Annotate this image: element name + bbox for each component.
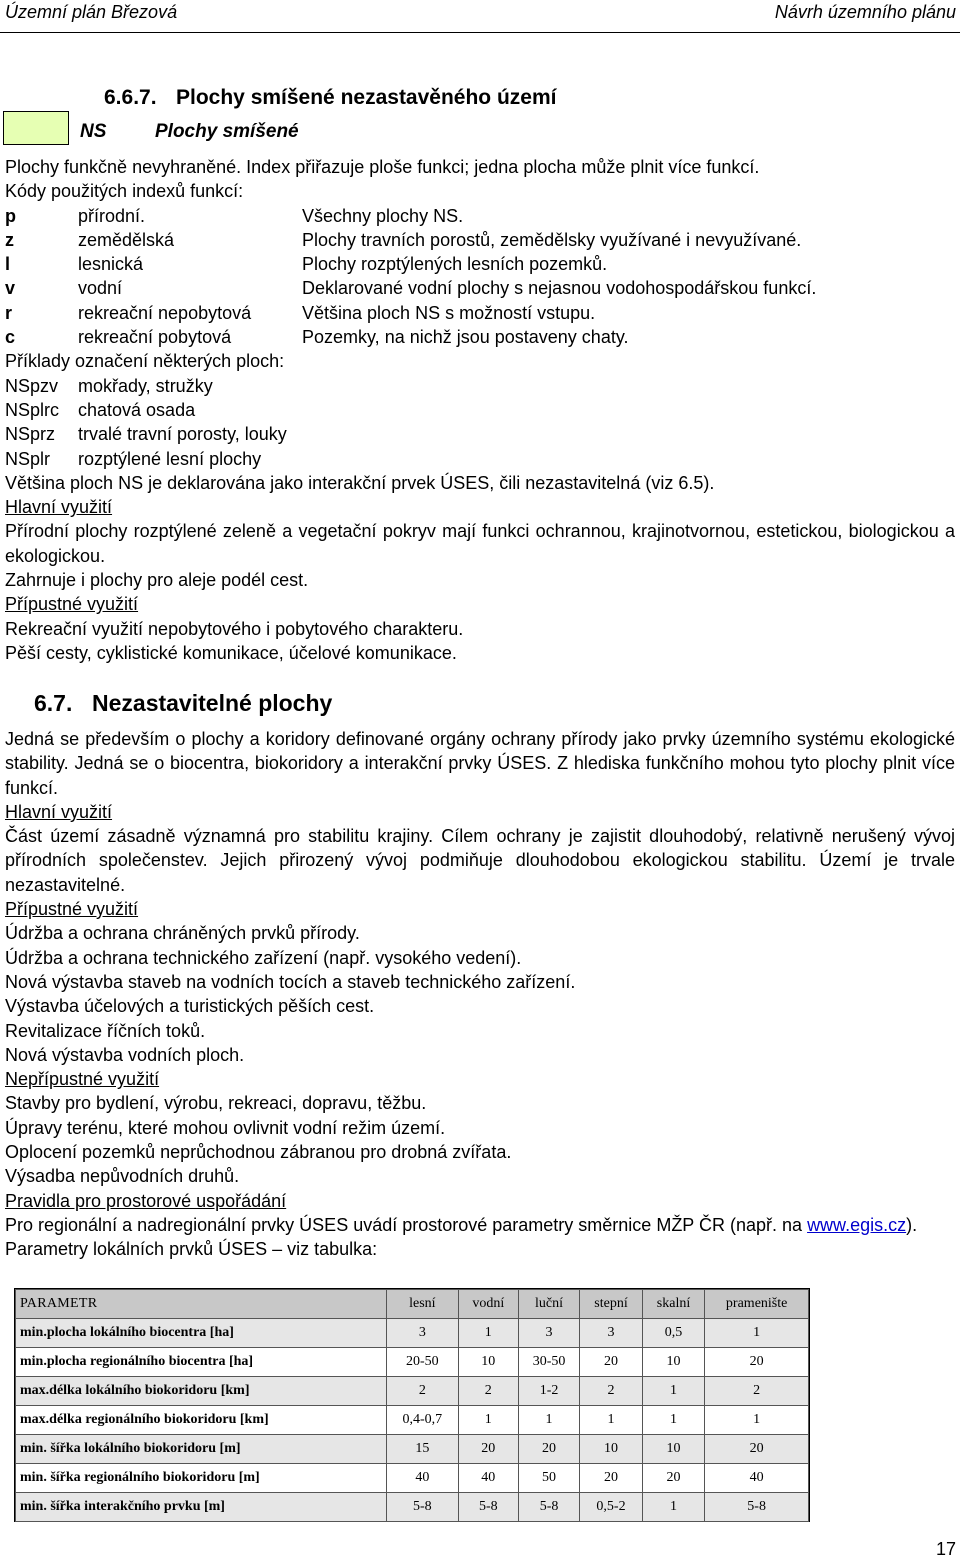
example-row: NSplrc chatová osada	[5, 399, 196, 420]
s67-rules-text: Pro regionální a nadregionální prvky ÚSES uvádí prostorové parametry směrnice MŽP ČR (např. na www.egis.cz).	[5, 1214, 918, 1235]
ns-main-use-text2: Zahrnuje i plochy pro aleje podél cest.	[5, 570, 309, 591]
examples-title: Příklady označení některých ploch:	[5, 351, 285, 372]
code-row: v vodní Deklarované vodní plochy s nejasnou vodohospodářskou funkcí.	[5, 278, 817, 299]
table-header-cell: luční	[518, 1290, 579, 1319]
table-row: max.délka regionálního biokoridoru [km] 0,4-0,7 1 1 1 1 1	[16, 1406, 809, 1435]
code-row: p přírodní. Všechny plochy NS.	[5, 205, 464, 226]
s67-forbidden-item: Úpravy terénu, které mohou ovlivnit vodní režim území.	[5, 1117, 446, 1138]
s67-main-use-title: Hlavní využití	[5, 801, 113, 822]
category-name: Plochy smíšené	[155, 121, 299, 142]
s67-allowed-title: Přípustné využití	[5, 899, 139, 920]
table-header-cell: lesní	[387, 1290, 459, 1319]
header-rule	[0, 32, 960, 33]
ns-allowed-item: Pěší cesty, cyklistické komunikace, účelové komunikace.	[5, 642, 457, 663]
uses-parameters-table	[14, 1288, 810, 1522]
header-left: Územní plán Březová	[5, 2, 178, 22]
section-heading-67	[34, 690, 332, 717]
category-color-swatch	[3, 111, 69, 145]
s67-forbidden-item: Stavby pro bydlení, výrobu, rekreaci, dopravu, těžbu.	[5, 1093, 427, 1114]
table-header-row	[16, 1290, 809, 1319]
section-number: 6.7.	[34, 690, 73, 716]
table-row: min.plocha lokálního biocentra [ha] 3 1 3 3 0,5 1	[16, 1319, 809, 1348]
table-header-cell: stepní	[580, 1290, 643, 1319]
section-heading-667	[104, 86, 556, 110]
header-right: Návrh územního plánu	[774, 2, 956, 22]
page-number: 17	[935, 1539, 956, 1559]
s67-allowed-item: Revitalizace říčních toků.	[5, 1020, 206, 1041]
table-header-cell: PARAMETR	[16, 1290, 387, 1319]
code-row: z zemědělská Plochy travních porostů, zemědělsky využívané i nevyužívané.	[5, 229, 802, 250]
s67-allowed-item: Nová výstavba vodních ploch.	[5, 1044, 245, 1065]
ns-main-use-title: Hlavní využití	[5, 497, 113, 518]
table-header-cell: vodní	[458, 1290, 518, 1319]
table-row: min. šířka regionálního biokoridoru [m] 40 40 50 20 20 40	[16, 1464, 809, 1493]
ns-allowed-title: Přípustné využití	[5, 594, 139, 615]
ns-main-use-text: Přírodní plochy rozptýlené zeleně a vegetační pokryv mají funkci ochrannou, krajinotvornou, estetickou, biologickou a ekologickou.	[5, 521, 955, 566]
s67-main-use-text: Část území zásadně významná pro stabilitu krajiny. Cílem ochrany je zajistit dlouhodobý, relativně nerušený vývoj přírodních společenstev. Jejich přirozený vývoj podmiňuje dlouhodobou ekologickou stabilitu. Území je trvale nezastavitelné.	[5, 826, 955, 895]
s67-allowed-item: Výstavba účelových a turistických pěších cest.	[5, 996, 375, 1017]
section-title: Plochy smíšené nezastavěného území	[176, 86, 557, 109]
s67-params-intro: Parametry lokálních prvků ÚSES – viz tabulka:	[5, 1239, 378, 1260]
table-header-cell: skalní	[642, 1290, 705, 1319]
intro-line: Plochy funkčně nevyhraněné. Index přiřazuje ploše funkci; jedna plocha může plnit více funkcí.	[5, 157, 760, 177]
section-667-body	[5, 155, 955, 665]
ns-allowed-item: Rekreační využití nepobytového i pobytového charakteru.	[5, 618, 464, 639]
code-row: r rekreační nepobytová Většina ploch NS s možností vstupu.	[5, 302, 596, 323]
egis-link[interactable]: www.egis.cz	[807, 1214, 907, 1235]
ns-note: Většina ploch NS je deklarována jako interakční prvek ÚSES, čili nezastavitelná (viz 6.5).	[5, 472, 715, 493]
category-code: NS	[80, 121, 107, 142]
table-row: max.délka lokálního biokoridoru [km] 2 2 1-2 2 1 2	[16, 1377, 809, 1406]
s67-allowed-item: Údržba a ochrana chráněných prvků přírody.	[5, 923, 360, 944]
s67-forbidden-title: Nepřípustné využití	[5, 1069, 160, 1090]
code-row: c rekreační pobytová Pozemky, na nichž jsou postaveny chaty.	[5, 327, 629, 348]
s67-allowed-item: Nová výstavba staveb na vodních tocích a staveb technického zařízení.	[5, 971, 576, 992]
s67-forbidden-item: Výsadba nepůvodních druhů.	[5, 1166, 240, 1187]
code-row: l lesnická Plochy rozptýlených lesních pozemků.	[5, 254, 608, 275]
intro-line: Kódy použitých indexů funkcí:	[5, 181, 244, 202]
example-row: NSprz trvalé travní porosty, louky	[5, 424, 287, 445]
table-header-cell: pramenište	[705, 1290, 809, 1319]
section-number: 6.6.7.	[104, 86, 157, 109]
table-row: min. šířka lokálního biokoridoru [m] 15 20 20 10 10 20	[16, 1435, 809, 1464]
table-row: min.plocha regionálního biocentra [ha] 20-50 10 30-50 20 10 20	[16, 1348, 809, 1377]
example-row: NSpzv mokřady, stružky	[5, 375, 213, 396]
example-row: NSplr rozptýlené lesní plochy	[5, 448, 262, 469]
section-title: Nezastavitelné plochy	[92, 690, 333, 716]
s67-allowed-item: Údržba a ochrana technického zařízení (např. vysokého vedení).	[5, 947, 522, 968]
s67-rules-title: Pravidla pro prostorové uspořádání	[5, 1190, 287, 1211]
s67-forbidden-item: Oplocení pozemků neprůchodnou zábranou pro drobná zvířata.	[5, 1142, 512, 1163]
s67-intro: Jedná se především o plochy a koridory definované orgány ochrany přírody jako prvky územního systému ekologické stability. Jedná se o biocentra, biokoridory a interakční prvky ÚSES. Z hlediska funkčního mohou tyto plochy plnit více funkcí.	[5, 729, 955, 798]
section-67-body	[5, 727, 955, 1262]
table-row: min. šířka interakčního prvku [m] 5-8 5-8 5-8 0,5-2 1 5-8	[16, 1493, 809, 1522]
